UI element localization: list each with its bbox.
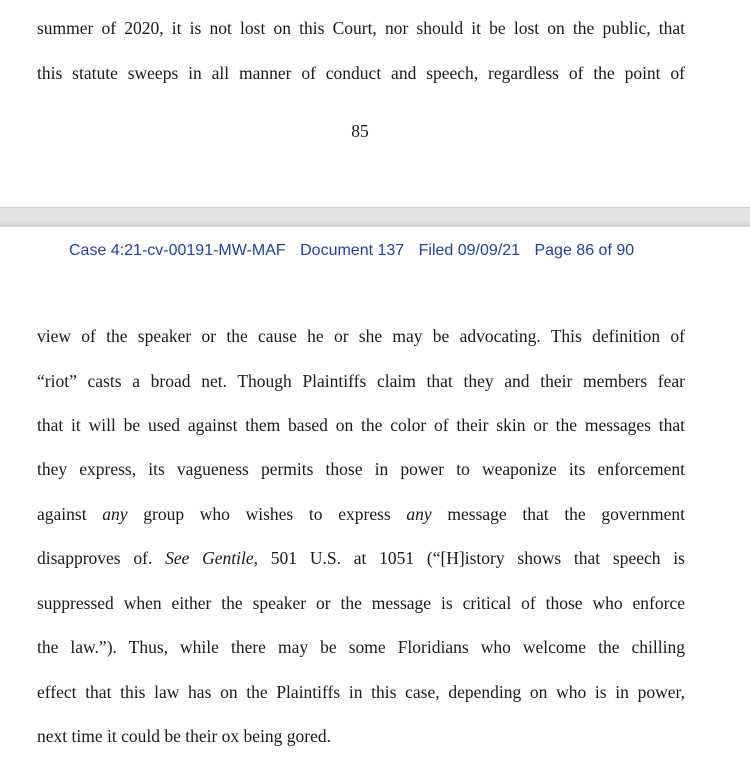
- case-header-stamp: [69, 241, 634, 261]
- page-of-total: Page 86 of 90: [534, 242, 635, 259]
- page-separator: [0, 207, 750, 227]
- text-line: summer of 2020, it is not lost on this Court, nor should it be lost on the public, that: [37, 18, 685, 38]
- page-number: 85: [351, 121, 369, 141]
- text-line: [37, 547, 685, 569]
- text-line: this statute sweeps in all manner of conduct and speech, regardless of the point of: [37, 63, 685, 83]
- italic-emphasis: any: [406, 504, 432, 524]
- text-line: they express, its vagueness permits those in power to weaponize its enforcement: [37, 459, 685, 479]
- text-run: disapproves of.: [37, 548, 166, 568]
- text-run: message that the government: [431, 504, 685, 524]
- text-run: group who wishes to express: [127, 504, 407, 524]
- case-citation: See Gentile: [165, 548, 254, 568]
- text-line: view of the speaker or the cause he or she may be advocating. This definition of: [37, 326, 685, 346]
- text-line: suppressed when either the speaker or the message is critical of those who enforce: [37, 593, 685, 613]
- text-line: the law.”). Thus, while there may be some Floridians who welcome the chilling: [37, 637, 685, 657]
- text-line: next time it could be their ox being gored.: [37, 726, 332, 746]
- text-line: that it will be used against them based on the color of their skin or the messages that: [37, 415, 685, 435]
- italic-emphasis: any: [102, 504, 128, 524]
- text-run: against: [37, 504, 103, 524]
- case-number: Case 4:21-cv-00191-MW-MAF: [69, 242, 286, 259]
- text-line: “riot” casts a broad net. Though Plaintiffs claim that they and their members fear: [37, 371, 685, 391]
- text-line: effect that this law has on the Plaintiffs in this case, depending on who is in power,: [37, 682, 685, 702]
- text-run: , 501 U.S. at 1051 (“[H]istory shows that speech is: [253, 548, 685, 568]
- filed-date: Filed 09/09/21: [418, 242, 521, 259]
- text-line: [37, 503, 685, 525]
- document-number: Document 137: [300, 242, 405, 259]
